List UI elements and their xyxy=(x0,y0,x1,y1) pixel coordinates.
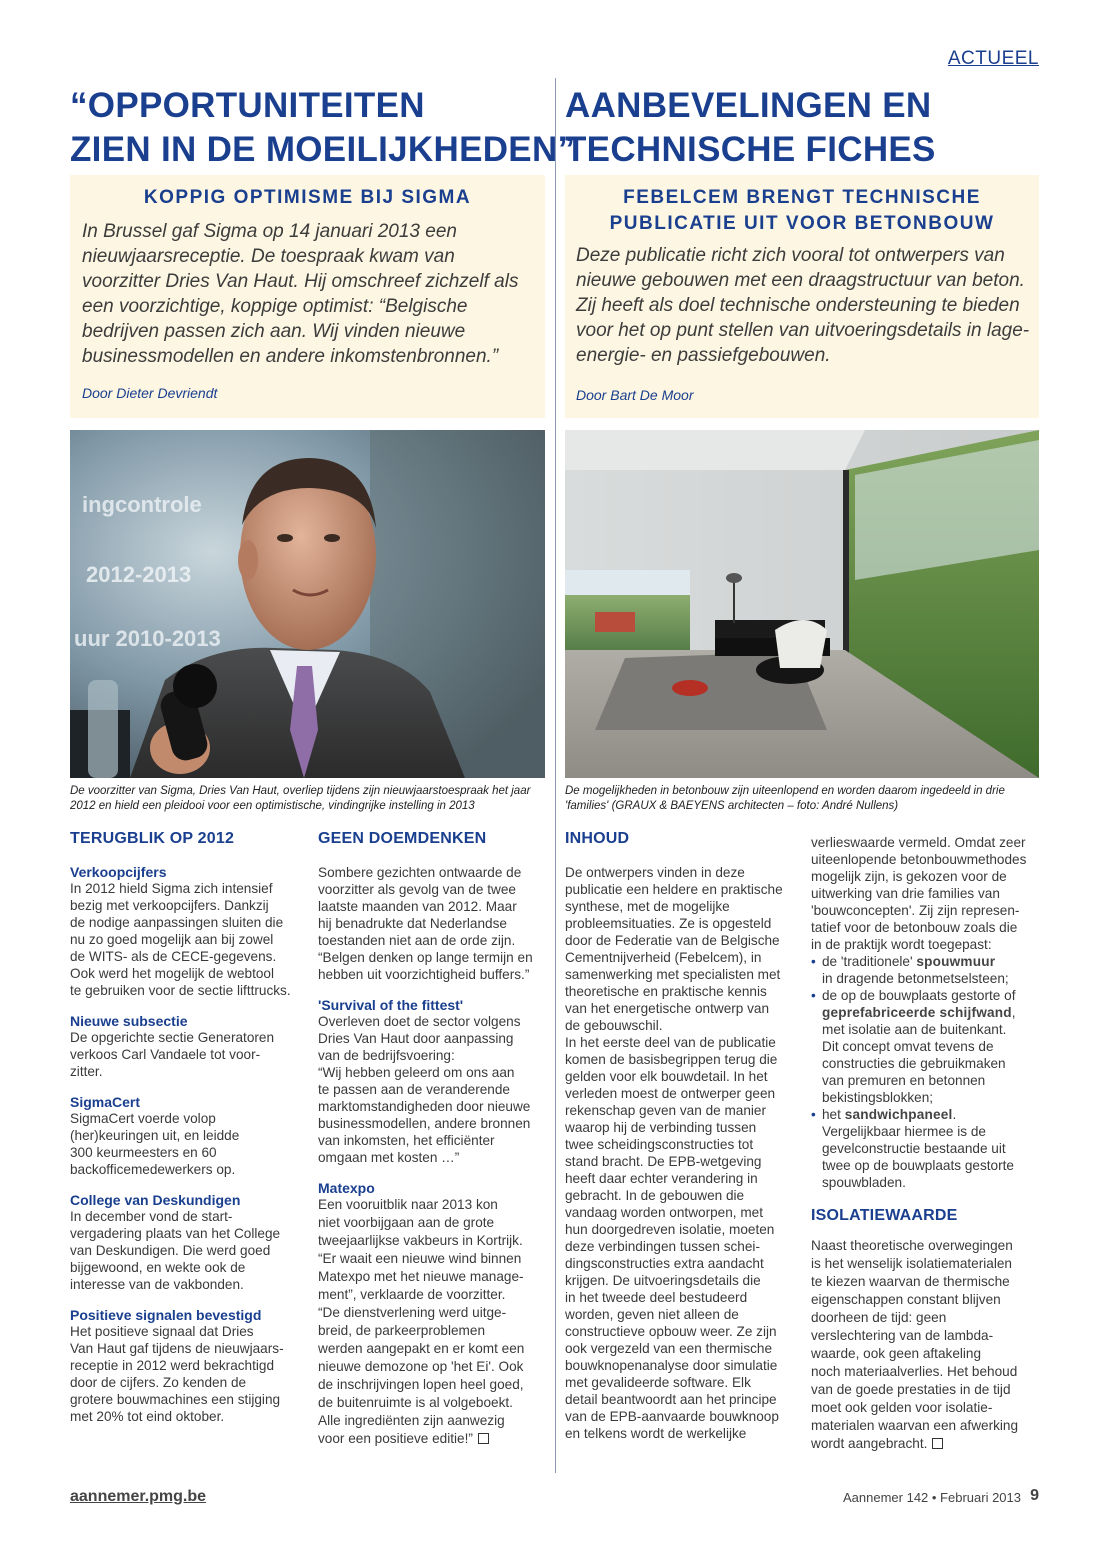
bullet-item-1 xyxy=(811,953,1039,987)
section-tag: ACTUEEL xyxy=(947,48,1039,69)
col1-block-1-title: Verkoopcijfers xyxy=(70,864,167,880)
col2-block-2-text: Een vooruitblik naar 2013 kon niet voorbijgaan aan de grote tweejaarlijkse vakbeurs in Kortrijk. “Er waait een nieuwe wind binnen Matexpo met het nieuwe manage- ment”, verklaarde de voorzitter. “De dienstverlening werd uitge- breid, de parkeerproblemen werden aangepakt en er komt een nieuwe demozone op 'het Ei'. Ook de inschrijvingen lopen heel goed, de buitenruimte is al volgeboekt. Alle ingrediënten zijn aanwezig voor een positieve editie!” xyxy=(318,1197,525,1446)
right-headline xyxy=(565,84,936,172)
col4-text-2: Naast theoretische overwegingen is het wenselijk isolatiematerialen te kiezen waarvan de thermische eigenschappen constant blijven doorheen de tijd: geen verslechtering van de lambda- waarde, ook geen aftakeling noch materiaalverlies. Het behoud van de goede prestaties in de tijd moet ook gelden voor isolatie- materialen waarvan een afwerking wordt aangebracht. xyxy=(811,1238,1019,1451)
col1-heading: TERUGBLIK OP 2012 xyxy=(70,830,235,847)
bullet-3-text: het xyxy=(822,1107,845,1122)
left-headline xyxy=(70,84,575,172)
page-number: 9 xyxy=(1030,1487,1039,1504)
col1-block-4-text: In december vond de start- vergadering plaats van het College van Deskundigen. Die werd goed bijgewoond, en wekte ook de interesse van de vakbonden. xyxy=(70,1209,281,1292)
col2-block-1-title: 'Survival of the fittest' xyxy=(318,997,464,1013)
photo-screen-text-2: uur 2010-2013 xyxy=(74,626,221,651)
bullet-item-3 xyxy=(811,1106,1039,1191)
bullet-2-term: geprefabriceerde schijfwand xyxy=(822,1005,1012,1020)
col2-block-2-title: Matexpo xyxy=(318,1180,375,1196)
footer-website-link[interactable]: aannemer.pmg.be xyxy=(70,1488,207,1505)
col1-block-4-title: College van Deskundigen xyxy=(70,1192,241,1208)
bullet-1-rest: in dragende betonmetselsteen; xyxy=(822,971,1009,986)
bullet-1-text: de 'traditionele' xyxy=(822,954,917,969)
right-headline-line-2: TECHNISCHE FICHES xyxy=(565,130,936,169)
right-headline-line-1: AANBEVELINGEN EN xyxy=(565,86,932,125)
col1-block-2-text: De opgerichte sectie Generatoren verkoos Carl Vandaele tot voor- zitter. xyxy=(70,1030,275,1079)
col1-block-1-text: In 2012 hield Sigma zich intensief bezig met verkoopcijfers. Dankzij de nodige aanpassingen sluiten die nu zo goed mogelijk aan bij zowel de WITS- als de CECE-gegevens. Ook werd het mogelijk de webtool te gebruiken voor de sectie lifttrucks. xyxy=(70,881,291,998)
speaker-photo xyxy=(70,430,545,778)
col2-heading: GEEN DOEMDENKEN xyxy=(318,830,487,847)
col4-heading: ISOLATIEWAARDE xyxy=(811,1207,958,1224)
photo-screen-text-3: ingcontrole xyxy=(82,492,202,517)
col4-text: verlieswaarde vermeld. Omdat zeer uiteenlopende betonbouwmethodes mogelijk zijn, is gekozen voor de uitwerking van drie families van 'bouwconcepten'. Zij zijn represen- tatief voor de betonbouw zoals die in de praktijk wordt toegepast: xyxy=(811,835,1027,952)
col3-heading: INHOUD xyxy=(565,830,630,847)
col2-intro-text: Sombere gezichten ontwaarde de voorzitter als gevolg van de twee laatste maanden van 2012. Maar hij benadrukte dat Nederlandse toestanden niet aan de orde zijn. “Belgen denken op lange termijn en hebben uit voorzichtigheid buffers.” xyxy=(318,865,533,982)
left-byline: Door Dieter Devriendt xyxy=(82,385,218,401)
interior-photo xyxy=(565,430,1039,778)
col3-text: De ontwerpers vinden in deze publicatie een heldere en praktische synthese, met de mogelijke probleemsituaties. Ze is opgesteld door de Federatie van de Belgische Cementnijverheid (Febelcem), in samenwerking met specialisten met theoretische en praktische kennis van het energetische ontwerp van de gebouwschil. In het eerste deel van de publicatie komen de basisbegrippen terug die gelden voor elk bouwdetail. In het verleden moest de ontwerper geen rekenschap geven van de manier waarop hij de verbinding tussen twee scheidingsconstructies tot stand bracht. De EPB-wetgeving heeft daar echter verandering in gebracht. In de gebouwen die vandaag worden ontworpen, met hun doorgedreven isolatie, moeten deze verbindingen tussen schei- dingsconstructies extra aandacht krijgen. De uitvoeringsdetails die in het tweede deel bestudeerd worden, geven niet alleen de constructieve opbouw weer. Ze zijn ook vergezeld van een thermische bouwknopenanalyse door simulatie met gevalideerde software. Elk detail beantwoordt aan het principe van de EPB-aanvaarde bouwknoop en telkens wordt de werkelijke xyxy=(565,865,783,1441)
end-of-article-icon xyxy=(478,1433,489,1444)
col1-block-3-text: SigmaCert voerde volop (her)keuringen uit, en leidde 300 keurmeesters en 60 backofficemedewerkers op. xyxy=(70,1111,240,1177)
bullet-3-rest: . Vergelijkbaar hiermee is de gevelconstructie bestaande uit twee op de bouwplaats gestorte spouwbladen. xyxy=(822,1107,1014,1190)
col2-block-1-text: Overleven doet de sector volgens Dries Van Haut door aanpassing van de bedrijfsvoering: “Wij hebben geleerd om ons aan te passen aan de veranderende marktomstandigheden door nieuwe businessmodellen, andere bronnen van inkomsten, het efficiënter omgaan met kosten …” xyxy=(318,1014,531,1165)
end-of-article-icon-2 xyxy=(932,1438,943,1449)
right-subheadline-line-1: FEBELCEM BRENGT TECHNISCHE xyxy=(623,187,981,208)
bullet-1-term: spouwmuur xyxy=(916,954,996,969)
col1-block-5-text: Het positieve signaal dat Dries Van Haut gaf tijdens de nieuwjaars- receptie in 2012 werd bekrachtigd door de cijfers. Zo kenden de grotere bouwmachines een stijging met 20% tot eind oktober. xyxy=(70,1324,284,1424)
right-intro-box xyxy=(565,175,1039,418)
left-headline-line-1: “OPPORTUNITEITEN xyxy=(70,86,425,125)
left-photo-caption: De voorzitter van Sigma, Dries Van Haut, overliep tijdens zijn nieuwjaarstoespraak het jaar 2012 en hield een pleidooi voor een optimistische, vindingrijke instelling in 2013 xyxy=(70,785,531,812)
left-headline-line-2: ZIEN IN DE MOEILIJKHEDEN” xyxy=(70,130,576,169)
right-subheadline-line-2: PUBLICATIE UIT VOOR BETONBOUW xyxy=(609,213,995,234)
footer-issue-info: Aannemer 142 • Februari 2013 xyxy=(843,1490,1021,1505)
concept-bullet-list xyxy=(811,953,1039,1191)
left-column-1 xyxy=(70,830,292,1425)
column-divider xyxy=(555,78,556,1473)
col1-block-5-title: Positieve signalen bevestigd xyxy=(70,1307,262,1323)
photo-screen-text-1: 2012-2013 xyxy=(86,562,192,587)
right-column-2 xyxy=(811,834,1039,1453)
bullet-2-rest: , met isolatie aan de buitenkant. Dit concept omvat tevens de constructies die gebruikmaken van premuren en betonnen bekistingsblokken; xyxy=(822,1005,1016,1105)
col1-block-3-title: SigmaCert xyxy=(70,1094,141,1110)
interior-illustration xyxy=(565,430,1039,778)
right-photo-caption: De mogelijkheden in betonbouw zijn uiteenlopend en worden daarom ingedeeld in drie 'families' (GRAUX & BAEYENS architecten – foto: André Nullens) xyxy=(565,785,1005,812)
left-intro-text: In Brussel gaf Sigma op 14 januari 2013 een nieuwjaarsreceptie. De toespraak kwam van voorzitter Dries Van Haut. Hij omschreef zichzelf als een voorzichtige, koppige optimist: “Belgische bedrijven passen zich aan. Wij vinden nieuwe businessmodellen en andere inkomstenbronnen.” xyxy=(82,221,519,367)
right-intro-text: Deze publicatie richt zich vooral tot ontwerpers van nieuwe gebouwen met een draagstructuur van beton. Zij heeft als doel technische ondersteuning te bieden voor het op punt stellen van uitvoeringsdetails in lage-energie- en passiefgebouwen. xyxy=(576,245,1030,366)
right-subheadline xyxy=(565,185,1039,237)
left-subheadline: KOPPIG OPTIMISME BIJ SIGMA xyxy=(143,187,472,208)
col1-block-2-title: Nieuwe subsectie xyxy=(70,1013,188,1029)
speaker-illustration xyxy=(70,430,545,778)
right-byline: Door Bart De Moor xyxy=(576,387,694,403)
bullet-3-term: sandwichpaneel xyxy=(844,1107,953,1122)
right-column-1 xyxy=(565,830,790,1442)
bullet-item-2 xyxy=(811,987,1039,1106)
left-intro-box xyxy=(70,175,545,418)
bullet-2-text: de op de bouwplaats gestorte of xyxy=(822,988,1016,1003)
left-column-2 xyxy=(318,830,544,1448)
